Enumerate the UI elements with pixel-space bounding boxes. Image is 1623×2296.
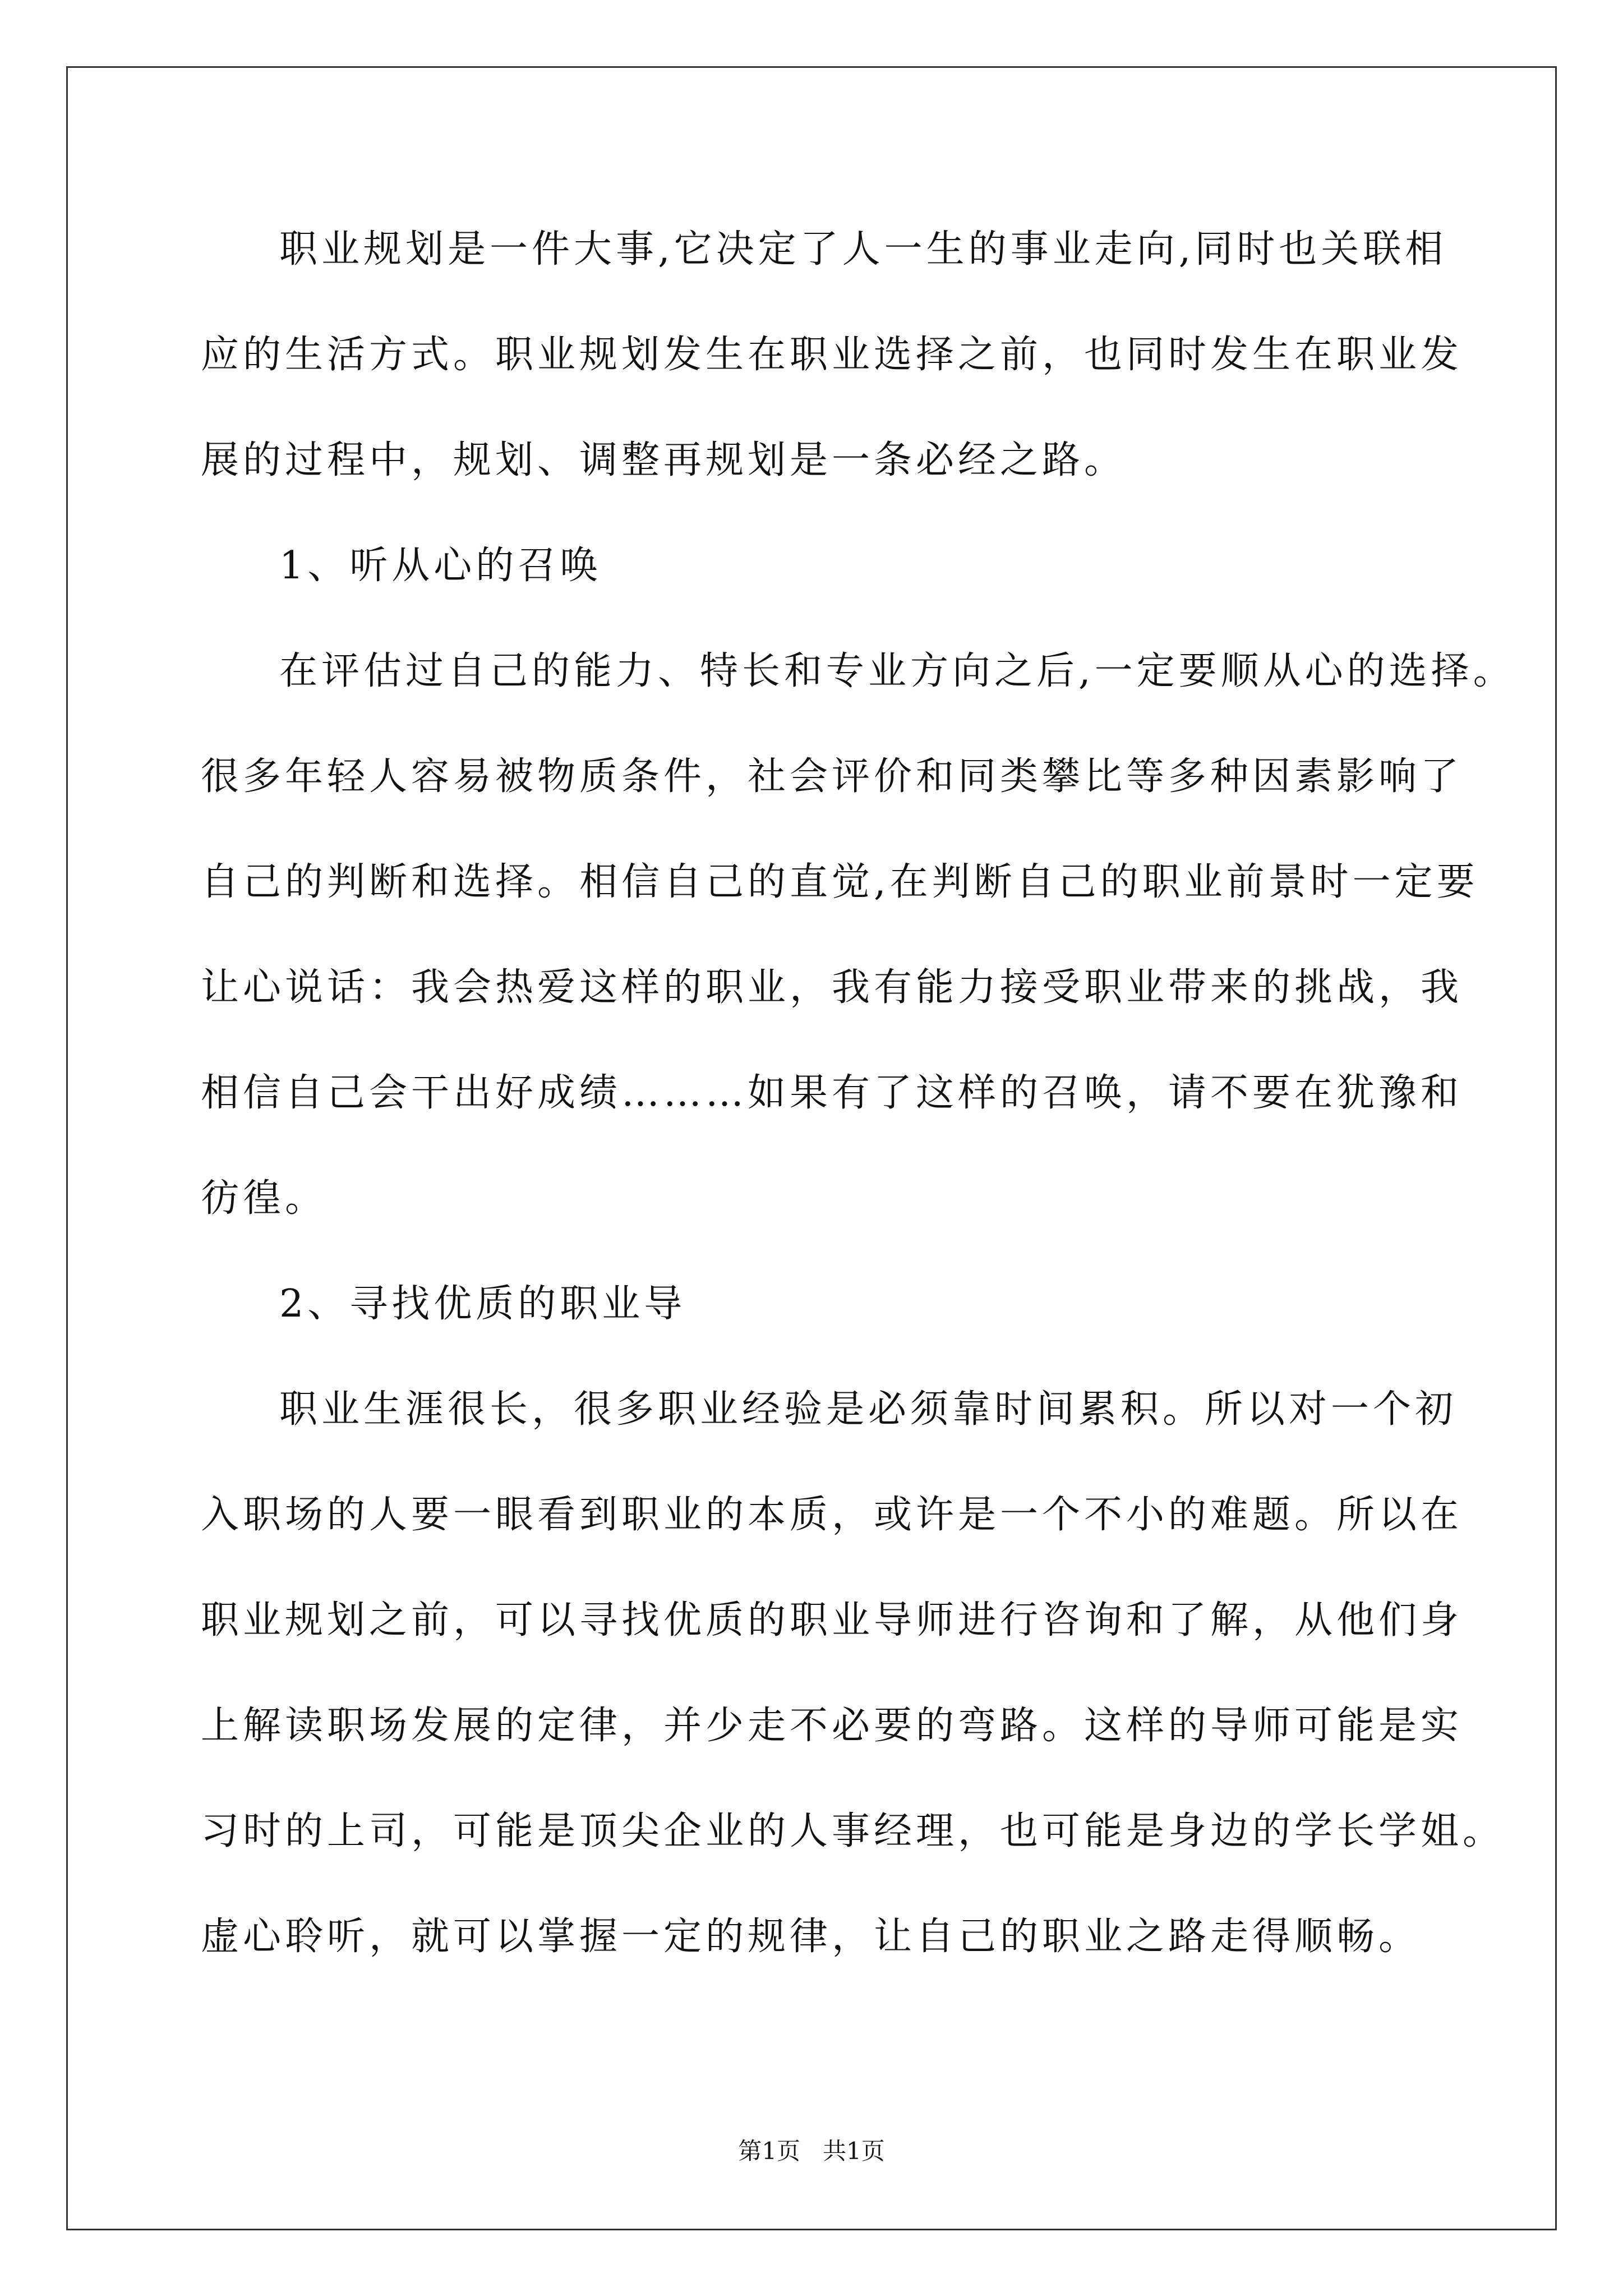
text-line: 职业规划之前，可以寻找优质的职业导师进行咨询和了解，从他们身	[201, 1598, 1463, 1642]
section-heading: 2、寻找优质的职业导	[279, 1282, 686, 1326]
section-heading: 1、听从心的召唤	[279, 544, 602, 588]
text-line: 自己的判断和选择。相信自己的直觉,在判断自己的职业前景时一定要	[201, 860, 1479, 904]
text-line: 入职场的人要一眼看到职业的本质，或许是一个不小的难题。所以在	[201, 1493, 1463, 1537]
text-line: 很多年轻人容易被物质条件，社会评价和同类攀比等多种因素影响了	[201, 754, 1463, 799]
page-number: 第1页 共1页	[738, 2137, 885, 2165]
text-line: 职业生涯很长，很多职业经验是必须靠时间累积。所以对一个初	[279, 1387, 1458, 1432]
text-line: 应的生活方式。职业规划发生在职业选择之前，也同时发生在职业发	[201, 333, 1463, 377]
text-line: 彷徨。	[201, 1176, 328, 1221]
text-line: 职业规划是一件大事,它决定了人一生的事业走向,同时也关联相	[279, 227, 1447, 272]
document-body	[201, 216, 1515, 2009]
text-line: 上解读职场发展的定律，并少走不必要的弯路。这样的导师可能是实	[201, 1704, 1463, 1748]
text-line: 虚心聆听，就可以掌握一定的规律，让自己的职业之路走得顺畅。	[201, 1915, 1421, 1959]
text-line: 让心说话：我会热爱这样的职业，我有能力接受职业带来的挑战，我	[201, 965, 1463, 1010]
text-line: 习时的上司，可能是顶尖企业的人事经理，也可能是身边的学长学姐。	[201, 1809, 1505, 1853]
text-line: 在评估过自己的能力、特长和专业方向之后,一定要顺从心的选择。	[279, 649, 1515, 693]
text-line: 相信自己会干出好成绩………如果有了这样的召唤，请不要在犹豫和	[201, 1071, 1463, 1115]
text-line: 展的过程中，规划、调整再规划是一条必经之路。	[201, 438, 1127, 482]
